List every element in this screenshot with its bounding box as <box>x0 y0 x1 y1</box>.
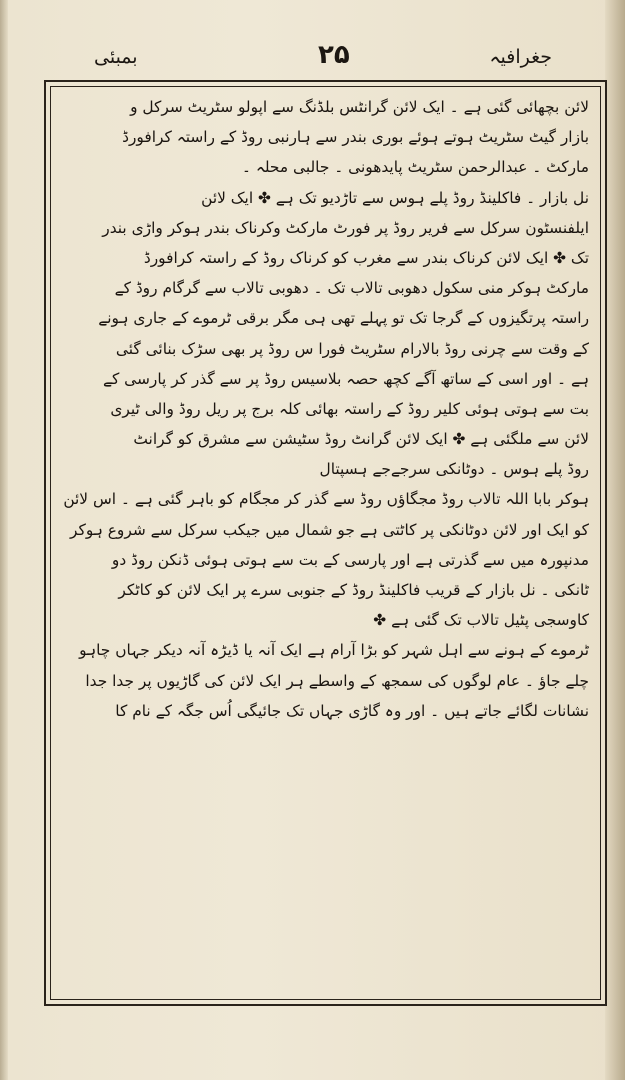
text-line: نل بازار ۔ فاکلینڈ روڈ پلے ہوس سے تاڑدیو تک ہے ✤ ایک لائن <box>201 188 589 207</box>
text-line: لائن سے ملگئی ہے ✤ ایک لائن گرانٹ روڈ سٹیشن سے مشرق کو گرانٹ <box>133 430 589 449</box>
body-text <box>62 92 589 992</box>
text-line: ہے ۔ اور اسی کے ساتھ آگے کچھ حصہ بلاسیس روڈ پر سے گذر کر پارسی کے <box>102 369 589 388</box>
running-header <box>70 40 560 78</box>
text-line: کے وقت سے چرنی روڈ بالارام سٹریٹ فورا س روڈ پر بھی سڑک بنائی گئی <box>115 339 589 358</box>
text-line: ٹانکی ۔ نل بازار کے قریب فاکلینڈ روڈ کے جنوبی سرے پر ایک لائن کو کاٹکر <box>118 581 589 599</box>
text-line: لائن بچھائی گئی ہے ۔ ایک لائن گرانٹس بلڈنگ سے اپولو سٹریٹ سرکل و <box>130 98 589 116</box>
text-line: بت سے ہوتی ہوئی کلیر روڈ کے راستہ بھائی کلہ برج پر ریل روڈ والی ٹیری <box>110 399 589 418</box>
text-line: نشانات لگائے جاتے ہیں ۔ اور وہ گاڑی جہاں تک جائیگی اُس جگہ کے نام کا <box>115 701 589 720</box>
text-line: تک ✤ ایک لائن کرناک بندر سے مغرب کو کرناک روڈ کے راستہ کرافورڈ <box>143 248 589 267</box>
text-line: بازار گیٹ سٹریٹ ہوتے ہوئے بوری بندر سے ہارنبی روڈ کے راستہ کرافورڈ <box>122 128 589 147</box>
header-section-title: جغرافیہ <box>489 46 552 68</box>
text-line: کو ایک اور لائن دوٹانکی پر کاٹتی ہے جو شمال میں جیکب سرکل سے شروع ہوکر <box>70 520 589 539</box>
header-city: بمبئی <box>94 46 138 68</box>
page-number: ۲۵ <box>318 40 350 70</box>
text-line: روڈ پلے ہوس ۔ دوٹانکی سرجےجے ہسپتال <box>319 460 589 479</box>
page-right-edge <box>605 0 625 1080</box>
text-line: مارکٹ ۔ عبدالرحمن سٹریٹ پایدھونی ۔ جالبی محلہ ۔ <box>241 158 589 177</box>
text-line: ایلفنسٹون سرکل سے فریر روڈ پر فورٹ مارکٹ وکرناک بندر ہوکر واڑی بندر <box>102 218 589 237</box>
text-line: ہوکر بابا اللہ تالاب روڈ مجگاؤں روڈ سے گذر کر مجگام کو باہر گئی ہے ۔ اس لائن <box>63 490 589 509</box>
text-line: راستہ پرتگیزوں کے گرجا تک تو پہلے تھی ہی مگر برقی ٹرموے کے جاری ہونے <box>98 309 589 328</box>
text-line: ٹرموے کے ہونے سے اہل شہر کو بڑا آرام ہے ایک آنہ یا ڈیڑہ آنہ دیکر جہاں چاہو <box>79 641 589 660</box>
text-line: مارکٹ ہوکر منی سکول دھوبی تالاب تک ۔ دھوبی تالاب سے گرگام روڈ کے <box>114 279 589 298</box>
text-line: مدنپورہ میں سے گذرتی ہے اور پارسی کے بت سے ہوتی ہوئی ڈنکن روڈ دو <box>111 550 589 569</box>
text-line: چلے جاؤ ۔ عام لوگوں کی سمجھ کے واسطے ہر ایک لائن کی گاڑیوں پر جدا جدا <box>85 671 589 690</box>
text-line: کاوسجی پٹیل تالاب تک گئی ہے ✤ <box>373 611 589 630</box>
page-left-edge <box>0 0 8 1080</box>
